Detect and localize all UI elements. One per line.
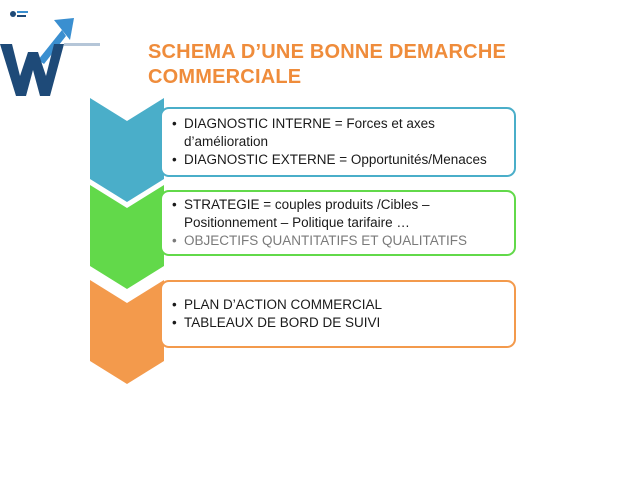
- list-item: • OBJECTIFS QUANTITATIFS ET QUALITATIFS: [172, 233, 468, 248]
- step-3-box: [160, 280, 516, 348]
- url-stamp-icon: [64, 33, 100, 36]
- list-item: • TABLEAUX DE BORD DE SUIVI: [172, 315, 381, 330]
- page-title: [148, 40, 608, 90]
- list-item: • DIAGNOSTIC EXTERNE = Opportunités/Menaces: [172, 152, 487, 167]
- step-3-chevron: [90, 280, 164, 384]
- step-2-box: [160, 190, 516, 256]
- step-1-box: [160, 107, 516, 177]
- title-line-2: COMMERCIALE: [148, 66, 302, 88]
- step-2-chevron: [90, 185, 164, 289]
- title-line-1: SCHEMA D’UNE BONNE DEMARCHE: [148, 41, 507, 63]
- list-item: • DIAGNOSTIC INTERNE = Forces et axes d’amélioration: [172, 116, 435, 149]
- corner-logo-icon: [10, 6, 28, 16]
- list-item: • PLAN D’ACTION COMMERCIAL: [172, 297, 383, 312]
- list-item: • STRATEGIE = couples produits /Cibles – Positionnement – Politique tarifaire …: [172, 197, 430, 230]
